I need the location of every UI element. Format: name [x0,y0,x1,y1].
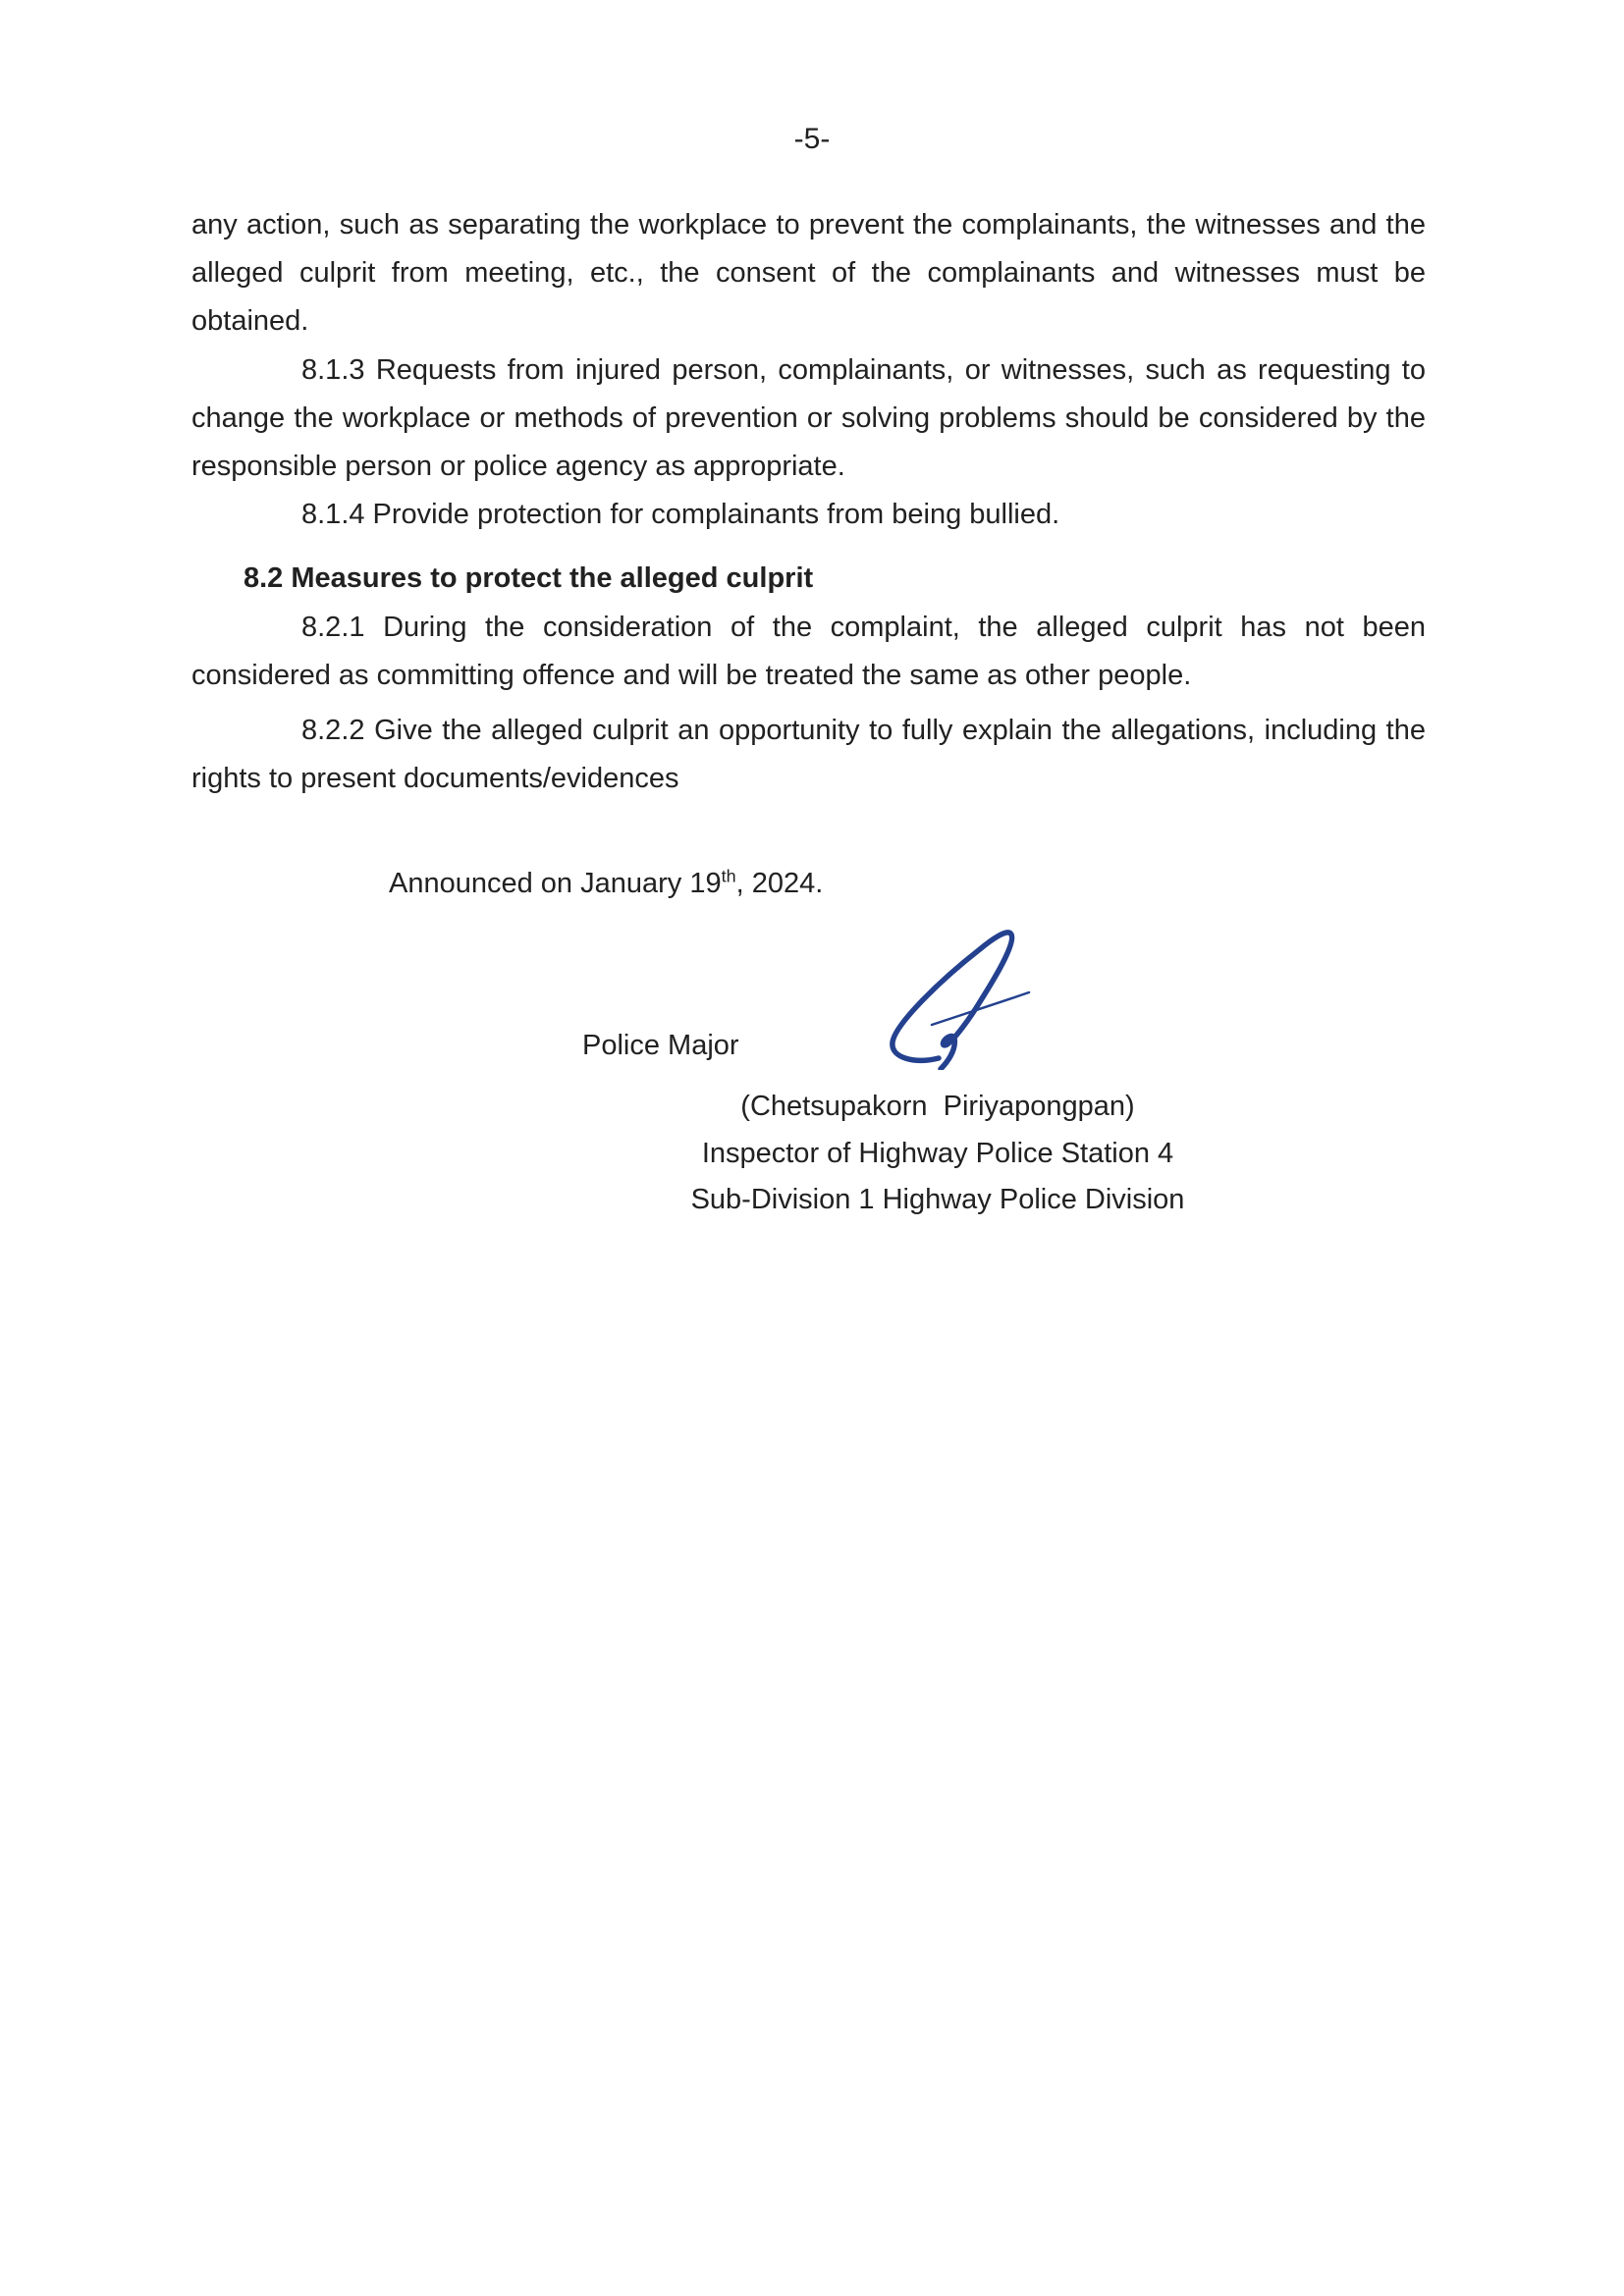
announcement-text: Announced on January 19 [389,868,722,899]
signature-title-line-1: Inspector of Highway Police Station 4 [701,1138,1174,1169]
section-item-8-2-2: 8.2.2 Give the alleged culprit an opportunity to fully explain the allegations, including the rights to present documents/evidences [191,715,1426,794]
section-item-8-2-1: 8.2.1 During the consideration of the complaint, the alleged culprit has not been considered as committing offence and will be treated the same as other people. [191,612,1426,691]
section-item-8-1-3: 8.1.3 Requests from injured person, complainants, or witnesses, such as requesting to change the workplace or methods of prevention or solving problems should be considered by the responsible person or police agency as appropriate. [191,354,1426,482]
paragraph-continuation: any action, such as separating the workplace to prevent the complainants, the witnesses and the alleged culprit from meeting, etc., the consent of the complainants and witnesses must be obtained. [191,209,1426,337]
signature-main-stroke [893,933,1012,1069]
signature-image [884,928,1036,1070]
section-heading-8-2: 8.2 Measures to protect the alleged culprit [244,562,814,594]
announcement-year-text: , 2024. [735,868,824,899]
page-number: -5- [793,123,831,155]
date-ordinal-superscript: th [721,866,736,886]
announcement-line [389,860,823,908]
signature-rank-label: Police Major [582,1030,739,1061]
signature-title-line-2: Sub-Division 1 Highway Police Division [690,1184,1185,1215]
signature-name: (Chetsupakorn Piriyapongpan) [740,1091,1135,1122]
section-item-8-1-4: 8.1.4 Provide protection for complainants from being bullied. [301,499,1060,530]
